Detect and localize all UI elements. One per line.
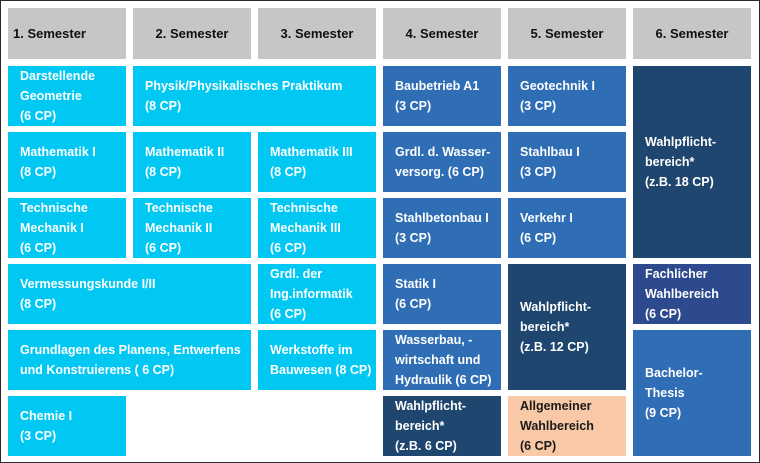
module-wahlpflicht-6: Wahlpflicht- bereich* (z.B. 18 CP) <box>633 66 751 258</box>
module-fachlicher-wahlbereich: Fachlicher Wahlbereich (6 CP) <box>633 264 751 324</box>
module-allgemeiner-wahlbereich: Allgemeiner Wahlbereich (6 CP) <box>508 396 626 456</box>
module-mathematik-3: Mathematik III (8 CP) <box>258 132 376 192</box>
header-semester-1: 1. Semester <box>8 8 126 59</box>
module-ing-informatik: Grdl. der Ing.informatik (6 CP) <box>258 264 376 324</box>
module-wahlpflicht-5: Wahlpflicht- bereich* (z.B. 12 CP) <box>508 264 626 390</box>
module-grundlagen-planen: Grundlagen des Planens, Entwerfens und Konstruierens ( 6 CP) <box>8 330 251 390</box>
module-werkstoffe: Werkstoffe im Bauwesen (8 CP) <box>258 330 376 390</box>
module-darstellende-geometrie: Darstellende Geometrie (6 CP) <box>8 66 126 126</box>
header-semester-3: 3. Semester <box>258 8 376 59</box>
header-semester-2: 2. Semester <box>133 8 251 59</box>
module-vermessungskunde: Vermessungskunde I/II (8 CP) <box>8 264 251 324</box>
module-stahlbau: Stahlbau I (3 CP) <box>508 132 626 192</box>
header-semester-4: 4. Semester <box>383 8 501 59</box>
module-wasserbau: Wasserbau, - wirtschaft und Hydraulik (6 CP) <box>383 330 501 390</box>
module-bachelor-thesis: Bachelor- Thesis (9 CP) <box>633 330 751 456</box>
module-technische-mechanik-1: Technische Mechanik I (6 CP) <box>8 198 126 258</box>
module-verkehr: Verkehr I (6 CP) <box>508 198 626 258</box>
module-chemie-1: Chemie I (3 CP) <box>8 396 126 456</box>
module-mathematik-1: Mathematik I (8 CP) <box>8 132 126 192</box>
module-baubetrieb: Baubetrieb A1 (3 CP) <box>383 66 501 126</box>
module-technische-mechanik-3: Technische Mechanik III (6 CP) <box>258 198 376 258</box>
module-technische-mechanik-2: Technische Mechanik II (6 CP) <box>133 198 251 258</box>
module-statik: Statik I (6 CP) <box>383 264 501 324</box>
header-semester-5: 5. Semester <box>508 8 626 59</box>
module-wahlpflicht-4: Wahlpflicht- bereich* (z.B. 6 CP) <box>383 396 501 456</box>
module-stahlbetonbau: Stahlbetonbau I (3 CP) <box>383 198 501 258</box>
header-semester-6: 6. Semester <box>633 8 751 59</box>
module-physik: Physik/Physikalisches Praktikum (8 CP) <box>133 66 376 126</box>
module-geotechnik: Geotechnik I (3 CP) <box>508 66 626 126</box>
module-wasserversorgung: Grdl. d. Wasser- versorg. (6 CP) <box>383 132 501 192</box>
module-mathematik-2: Mathematik II (8 CP) <box>133 132 251 192</box>
